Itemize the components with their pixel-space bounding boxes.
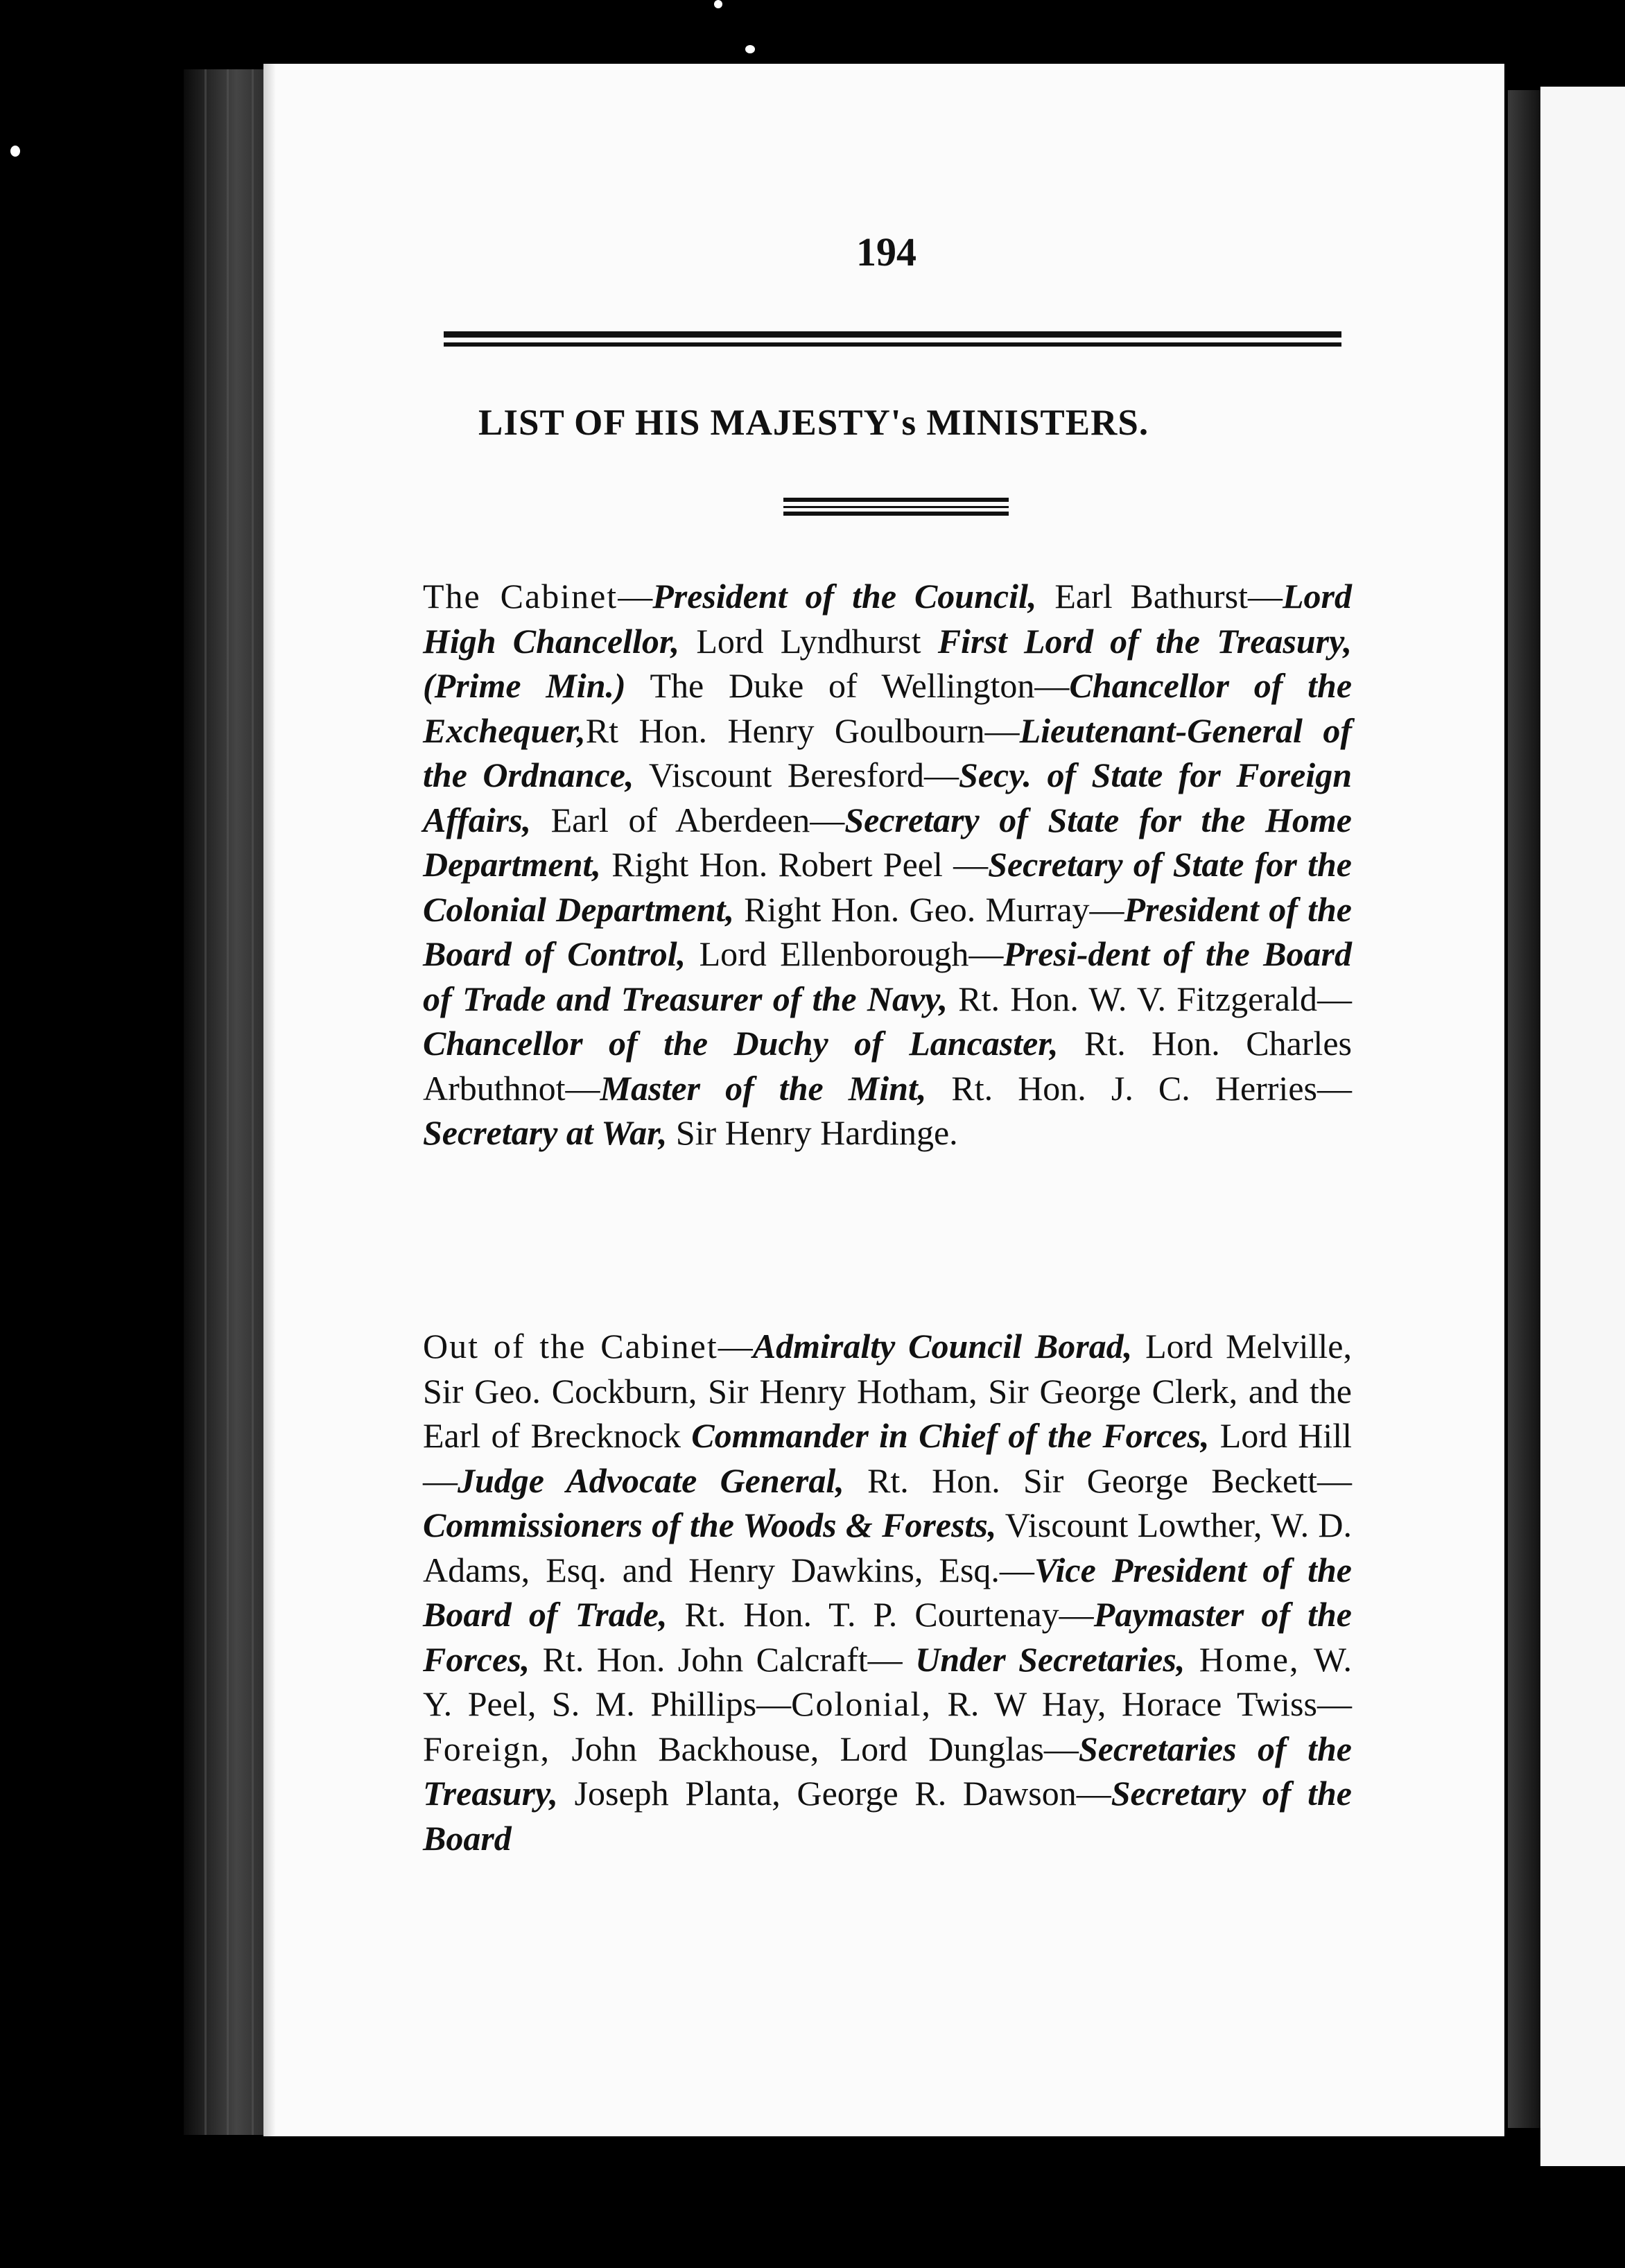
body-text: The Duke of Wellington— [625, 666, 1070, 705]
body-text: Rt. Hon. W. V. Fitzgerald— [947, 979, 1352, 1018]
facing-page-edge [1540, 87, 1625, 2166]
office-title-text: Secy. of State for Foreign Affairs, [423, 756, 1352, 839]
office-title-text: President of the Council, [652, 577, 1037, 616]
body-text: Right Hon. Robert Peel — [600, 845, 989, 884]
office-title-text: Secretary of State for the Home Department, [423, 800, 1352, 884]
body-text: Joseph Planta, George R. Dawson— [557, 1774, 1111, 1813]
office-title-text: Master of the Mint, [600, 1068, 927, 1108]
page-speck [714, 0, 722, 8]
body-text: W. Y. Peel, S. M. Phillips— [423, 1639, 1352, 1723]
body-text: Viscount Lowther, W. D. Adams, Esq. and Henry Dawkins, Esq.— [423, 1506, 1352, 1589]
department-label-text: Colonial, [791, 1684, 932, 1723]
office-title-text: Judge Advocate General, [458, 1460, 844, 1500]
body-text: Earl of Aberdeen— [531, 800, 845, 839]
office-title-text: President of the Board of Control, [423, 889, 1352, 973]
office-title-text: Paymaster of the Forces, [423, 1595, 1352, 1679]
office-title-text: Chancellor of the Exchequer, [423, 666, 1353, 750]
office-title-text: Secretaries of the Treasury, [423, 1729, 1352, 1813]
body-text: Lord Melville, Sir Geo. Cockburn, Sir Henry Hotham, Sir George Clerk, and the Earl of Brecknock [423, 1327, 1352, 1455]
out-of-cabinet-paragraph [423, 1324, 1352, 1860]
body-text: Rt. Hon. John Calcraft— [530, 1639, 916, 1679]
office-title-text: Commander in Chief of the Forces, [691, 1416, 1210, 1455]
office-title-text: Lieutenant-General of the Ordnance, [423, 710, 1352, 794]
body-text: Lord Lyndhurst [679, 621, 938, 661]
body-text: — [718, 1327, 753, 1366]
cabinet-paragraph [423, 574, 1352, 1155]
body-text: Rt. Hon. Charles Arbuthnot— [423, 1024, 1352, 1108]
body-text: Right Hon. Geo. Murray— [734, 889, 1124, 929]
page-heading: LIST OF HIS MAJESTY's MINISTERS. [478, 403, 1149, 443]
body-text: John Backhouse, Lord Dunglas— [550, 1729, 1079, 1768]
body-text: Rt. Hon. T. P. Courtenay— [667, 1595, 1094, 1634]
body-text: Rt Hon. Henry Goulbourn— [585, 710, 1020, 750]
office-title-text: Lord High Chancellor, [423, 577, 1352, 661]
body-text: Earl Bathurst— [1036, 577, 1283, 616]
header-double-rule [444, 331, 1341, 347]
page-speck [745, 45, 755, 53]
office-title-text: Presi-dent of the Board of Trade and Treasurer of the Navy, [423, 934, 1352, 1018]
office-title-text: Admiralty Council Borad, [752, 1327, 1133, 1366]
page-number: 194 [856, 229, 916, 274]
body-text: Lord Hill— [423, 1416, 1352, 1500]
department-label-text: Foreign, [423, 1729, 551, 1768]
office-title-text: Secretary of the Board [423, 1774, 1352, 1858]
body-text: Lord Ellenborough— [686, 934, 1004, 973]
body-text: Viscount Beresford— [634, 756, 959, 794]
heading-ornament-rule [783, 498, 1009, 516]
office-title-text: Under Secretaries, [915, 1639, 1185, 1679]
office-title-text: Commissioners of the Woods & Forests, [423, 1506, 997, 1544]
office-title-text: Secretary of State for the Colonial Department, [423, 845, 1352, 929]
office-title-text: Vice President of the Board of Trade, [423, 1550, 1353, 1634]
office-title-text: Secretary at War, [423, 1113, 668, 1152]
section-lead-text: Out of the Cabinet [423, 1327, 718, 1366]
department-label-text: Home, [1185, 1639, 1314, 1679]
body-text: Rt. Hon. Sir George Beckett— [844, 1460, 1352, 1500]
office-title-text: First Lord of the Treasury, (Prime Min.) [423, 621, 1352, 705]
page-shadow-edge [263, 64, 276, 2136]
page-speck [10, 146, 20, 157]
body-text: — [618, 577, 653, 616]
body-text: Sir Henry Hardinge. [667, 1113, 958, 1152]
section-lead-text: The Cabinet [423, 577, 618, 616]
body-text: Rt. Hon. J. C. Herries— [926, 1068, 1352, 1108]
office-title-text: Chancellor of the Duchy of Lancaster, [423, 1024, 1059, 1063]
body-text: R. W Hay, Horace Twiss— [931, 1684, 1352, 1723]
